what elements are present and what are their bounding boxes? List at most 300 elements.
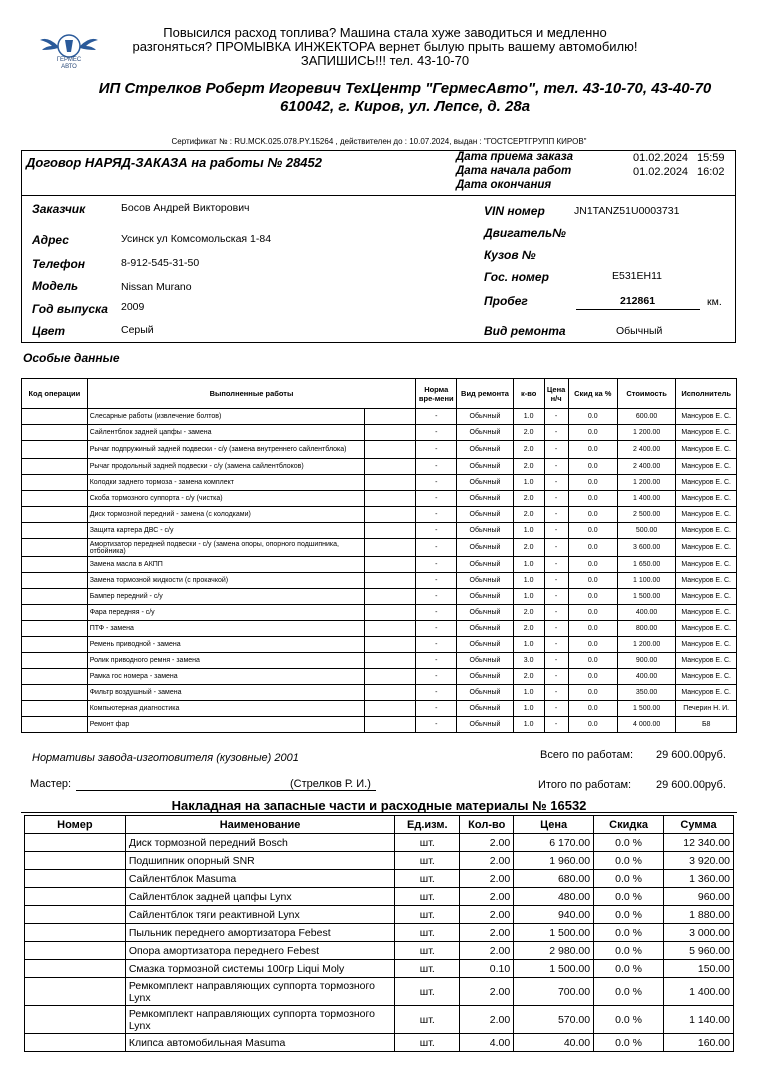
work-row <box>22 539 737 557</box>
work-name: Ролик приводного ремня - замена <box>87 653 364 669</box>
work-cost: 400.00 <box>617 605 676 621</box>
work-disc: 0.0 <box>568 475 617 491</box>
work-row <box>22 425 737 441</box>
work-row <box>22 573 737 589</box>
work-code <box>22 669 88 685</box>
work-norm: - <box>416 539 457 557</box>
work-name: Рычаг продольный задней подвески - с/у (замена сайлентблоков) <box>87 459 364 475</box>
work-executor: Мансуров Е. С. <box>676 621 737 637</box>
work-executor: Мансуров Е. С. <box>676 459 737 475</box>
work-row <box>22 475 737 491</box>
work-cost: 1 400.00 <box>617 491 676 507</box>
work-qty: 2.0 <box>513 605 544 621</box>
work-cost: 3 600.00 <box>617 539 676 557</box>
work-norm: - <box>416 459 457 475</box>
work-price: - <box>544 491 568 507</box>
part-discount: 0.0 % <box>594 960 664 978</box>
work-norm: - <box>416 523 457 539</box>
work-type: Обычный <box>457 685 513 701</box>
work-code <box>22 441 88 459</box>
part-sum: 1 400.00 <box>664 978 734 1006</box>
work-price: - <box>544 605 568 621</box>
phone-value: 8-912-545-31-50 <box>121 257 200 269</box>
work-type: Обычный <box>457 669 513 685</box>
work-disc: 0.0 <box>568 653 617 669</box>
work-norm: - <box>416 573 457 589</box>
work-qty: 2.0 <box>513 425 544 441</box>
work-executor: Мансуров Е. С. <box>676 573 737 589</box>
phone-label: Телефон <box>32 257 86 271</box>
work-norm: - <box>416 605 457 621</box>
work-name: Скоба тормозного суппорта - с/у (чистка) <box>87 491 364 507</box>
work-cost: 4 000.00 <box>617 717 676 733</box>
part-sum: 12 340.00 <box>664 834 734 852</box>
part-discount: 0.0 % <box>594 834 664 852</box>
part-name: Ремкомплект направляющих суппорта тормозного Lynx <box>125 1006 395 1034</box>
work-name: Замена масла в АКПП <box>87 557 364 573</box>
mileage-unit: км. <box>707 296 722 308</box>
work-disc: 0.0 <box>568 605 617 621</box>
work-code <box>22 459 88 475</box>
work-executor: Мансуров Е. С. <box>676 523 737 539</box>
part-sum: 3 000.00 <box>664 924 734 942</box>
itogo-label: Итого по работам: <box>538 779 632 791</box>
part-price: 480.00 <box>514 888 594 906</box>
part-sum: 1 140.00 <box>664 1006 734 1034</box>
part-price: 680.00 <box>514 870 594 888</box>
part-discount: 0.0 % <box>594 978 664 1006</box>
work-name: Компьютерная диагностика <box>87 701 364 717</box>
model-value: Nissan Murano <box>121 281 192 293</box>
work-type: Обычный <box>457 701 513 717</box>
part-sum: 1 360.00 <box>664 870 734 888</box>
work-cost: 2 400.00 <box>617 441 676 459</box>
repair-type-value: Обычный <box>616 325 663 337</box>
part-discount: 0.0 % <box>594 1034 664 1052</box>
work-price: - <box>544 459 568 475</box>
work-qty: 3.0 <box>513 653 544 669</box>
work-row <box>22 669 737 685</box>
part-sum: 160.00 <box>664 1034 734 1052</box>
part-unit: шт. <box>395 870 460 888</box>
work-norm: - <box>416 685 457 701</box>
address-value: Усинск ул Комсомольская 1-84 <box>121 233 272 245</box>
part-discount: 0.0 % <box>594 1006 664 1034</box>
work-executor: Мансуров Е. С. <box>676 557 737 573</box>
work-price: - <box>544 701 568 717</box>
work-price: - <box>544 717 568 733</box>
part-number <box>25 834 126 852</box>
work-qty: 1.0 <box>513 409 544 425</box>
plate-value: Е531ЕН11 <box>612 270 663 282</box>
part-row <box>25 888 734 906</box>
work-disc: 0.0 <box>568 491 617 507</box>
work-qty: 1.0 <box>513 589 544 605</box>
part-name: Ремкомплект направляющих суппорта тормозного Lynx <box>125 978 395 1006</box>
part-number <box>25 906 126 924</box>
part-unit: шт. <box>395 960 460 978</box>
part-number <box>25 942 126 960</box>
work-disc: 0.0 <box>568 425 617 441</box>
work-name: Замена тормозной жидкости (с прокачкой) <box>87 573 364 589</box>
part-unit: шт. <box>395 834 460 852</box>
work-code <box>22 491 88 507</box>
end-date-label: Дата окончания <box>456 179 552 191</box>
work-norm: - <box>416 507 457 523</box>
start-date-label: Дата начала работ <box>456 165 572 177</box>
work-qty: 2.0 <box>513 539 544 557</box>
part-unit: шт. <box>395 906 460 924</box>
itogo-value: 29 600.00руб. <box>656 779 726 791</box>
part-discount: 0.0 % <box>594 942 664 960</box>
customer-value: Босов Андрей Викторович <box>121 202 250 214</box>
plate-label: Гос. номер <box>484 270 549 284</box>
part-qty: 2.00 <box>460 852 514 870</box>
work-type: Обычный <box>457 637 513 653</box>
work-norm: - <box>416 717 457 733</box>
work-extra <box>364 605 415 621</box>
vin-value: JN1TANZ51U0003731 <box>574 205 680 217</box>
work-norm: - <box>416 621 457 637</box>
work-executor: Мансуров Е. С. <box>676 475 737 491</box>
work-code <box>22 589 88 605</box>
work-cost: 900.00 <box>617 653 676 669</box>
work-extra <box>364 669 415 685</box>
logo-text: ГЕРМЕС АВТО <box>56 57 82 70</box>
work-extra <box>364 573 415 589</box>
work-disc: 0.0 <box>568 539 617 557</box>
work-type: Обычный <box>457 653 513 669</box>
part-row <box>25 960 734 978</box>
part-unit: шт. <box>395 942 460 960</box>
work-name: Бампер передний - с/у <box>87 589 364 605</box>
invoice-title: Накладная на запасные части и расходные материалы № 16532 <box>171 798 587 813</box>
work-name: Рычаг подпружиный задней подвески - с/у (замена внутреннего сайлентблока) <box>87 441 364 459</box>
work-price: - <box>544 653 568 669</box>
work-price: - <box>544 685 568 701</box>
total-works-label: Всего по работам: <box>540 749 634 761</box>
work-code <box>22 425 88 441</box>
work-executor: Мансуров Е. С. <box>676 653 737 669</box>
work-type: Обычный <box>457 557 513 573</box>
col-price: Цена <box>514 816 594 834</box>
work-type: Обычный <box>457 409 513 425</box>
model-label: Модель <box>32 279 79 293</box>
part-name: Сайлентблок Masuma <box>125 870 395 888</box>
work-executor: Мансуров Е. С. <box>676 539 737 557</box>
part-price: 1 500.00 <box>514 924 594 942</box>
work-extra <box>364 589 415 605</box>
work-extra <box>364 621 415 637</box>
parts-header-row <box>25 816 734 834</box>
work-norm: - <box>416 669 457 685</box>
work-norm: - <box>416 637 457 653</box>
work-code <box>22 605 88 621</box>
work-norm: - <box>416 475 457 491</box>
part-name: Клипса автомобильная Masuma <box>125 1034 395 1052</box>
part-discount: 0.0 % <box>594 924 664 942</box>
work-price: - <box>544 539 568 557</box>
part-price: 40.00 <box>514 1034 594 1052</box>
part-price: 1 960.00 <box>514 852 594 870</box>
work-type: Обычный <box>457 621 513 637</box>
work-price: - <box>544 507 568 523</box>
engine-label: Двигатель№ <box>484 226 566 240</box>
work-cost: 1 200.00 <box>617 475 676 491</box>
work-type: Обычный <box>457 425 513 441</box>
color-label: Цвет <box>32 324 66 338</box>
master-signature-line <box>76 790 376 791</box>
work-row <box>22 637 737 653</box>
work-type: Обычный <box>457 539 513 557</box>
work-name: Слесарные работы (извлечение болтов) <box>87 409 364 425</box>
part-row <box>25 924 734 942</box>
works-table <box>21 378 737 733</box>
work-price: - <box>544 409 568 425</box>
accept-date: 01.02.2024 <box>633 152 689 164</box>
work-executor: Б8 <box>676 717 737 733</box>
work-code <box>22 653 88 669</box>
part-unit: шт. <box>395 1034 460 1052</box>
part-number <box>25 978 126 1006</box>
col-sum: Сумма <box>664 816 734 834</box>
part-price: 700.00 <box>514 978 594 1006</box>
work-cost: 800.00 <box>617 621 676 637</box>
work-norm: - <box>416 653 457 669</box>
order-box <box>21 150 736 343</box>
work-disc: 0.0 <box>568 573 617 589</box>
work-row <box>22 507 737 523</box>
part-row <box>25 852 734 870</box>
work-cost: 600.00 <box>617 409 676 425</box>
part-number <box>25 1034 126 1052</box>
work-extra <box>364 685 415 701</box>
work-code <box>22 637 88 653</box>
part-row <box>25 906 734 924</box>
work-type: Обычный <box>457 459 513 475</box>
work-executor: Мансуров Е. С. <box>676 685 737 701</box>
part-row <box>25 870 734 888</box>
part-sum: 150.00 <box>664 960 734 978</box>
part-price: 2 980.00 <box>514 942 594 960</box>
part-qty: 2.00 <box>460 924 514 942</box>
part-row <box>25 834 734 852</box>
work-cost: 1 650.00 <box>617 557 676 573</box>
col-unit: Ед.изм. <box>395 816 460 834</box>
work-row <box>22 523 737 539</box>
work-qty: 1.0 <box>513 717 544 733</box>
work-cost: 1 100.00 <box>617 573 676 589</box>
work-name: Ремень приводной - замена <box>87 637 364 653</box>
repair-type-label: Вид ремонта <box>484 324 566 338</box>
work-qty: 1.0 <box>513 523 544 539</box>
work-qty: 1.0 <box>513 685 544 701</box>
work-norm: - <box>416 589 457 605</box>
vin-label: VIN номер <box>484 204 545 218</box>
work-extra <box>364 523 415 539</box>
part-number <box>25 924 126 942</box>
work-code <box>22 409 88 425</box>
work-price: - <box>544 523 568 539</box>
work-price: - <box>544 557 568 573</box>
work-disc: 0.0 <box>568 441 617 459</box>
part-unit: шт. <box>395 852 460 870</box>
master-label: Мастер: <box>30 778 72 790</box>
work-price: - <box>544 637 568 653</box>
col-norm: Норма вре-мени <box>416 379 457 409</box>
work-norm: - <box>416 425 457 441</box>
part-number <box>25 888 126 906</box>
part-sum: 5 960.00 <box>664 942 734 960</box>
part-sum: 3 920.00 <box>664 852 734 870</box>
part-qty: 2.00 <box>460 1006 514 1034</box>
part-qty: 2.00 <box>460 978 514 1006</box>
work-disc: 0.0 <box>568 507 617 523</box>
part-price: 1 500.00 <box>514 960 594 978</box>
col-cost: Стоимость <box>617 379 676 409</box>
work-extra <box>364 701 415 717</box>
work-cost: 2 500.00 <box>617 507 676 523</box>
part-name: Пыльник переднего амортизатора Febest <box>125 924 395 942</box>
work-price: - <box>544 475 568 491</box>
work-extra <box>364 409 415 425</box>
work-disc: 0.0 <box>568 701 617 717</box>
work-type: Обычный <box>457 523 513 539</box>
col-qty: к-во <box>513 379 544 409</box>
work-cost: 1 200.00 <box>617 637 676 653</box>
work-code <box>22 475 88 491</box>
col-disc: Скид ка % <box>568 379 617 409</box>
mileage-label: Пробег <box>484 294 528 308</box>
work-row <box>22 491 737 507</box>
work-qty: 1.0 <box>513 573 544 589</box>
work-row <box>22 589 737 605</box>
work-row <box>22 621 737 637</box>
work-norm: - <box>416 557 457 573</box>
work-code <box>22 717 88 733</box>
work-qty: 1.0 <box>513 557 544 573</box>
work-row <box>22 685 737 701</box>
work-extra <box>364 557 415 573</box>
work-executor: Мансуров Е. С. <box>676 425 737 441</box>
part-sum: 960.00 <box>664 888 734 906</box>
work-extra <box>364 539 415 557</box>
work-code <box>22 507 88 523</box>
part-unit: шт. <box>395 978 460 1006</box>
part-discount: 0.0 % <box>594 888 664 906</box>
work-extra <box>364 475 415 491</box>
part-name: Диск тормозной передний Bosch <box>125 834 395 852</box>
work-type: Обычный <box>457 507 513 523</box>
customer-label: Заказчик <box>32 202 86 216</box>
work-price: - <box>544 589 568 605</box>
work-cost: 400.00 <box>617 669 676 685</box>
work-code <box>22 539 88 557</box>
part-discount: 0.0 % <box>594 870 664 888</box>
work-qty: 2.0 <box>513 459 544 475</box>
work-row <box>22 605 737 621</box>
ad-text: Повысился расход топлива? Машина стала хуже заводиться и медленно разгоняться? ПРОМЫВКА ИНЖЕКТОРА вернет былую прыть вашему автомобилю! ЗАПИШИСЬ!!! тел. 43-10-70 <box>132 25 638 68</box>
work-price: - <box>544 573 568 589</box>
address-label: Адрес <box>32 233 69 247</box>
work-type: Обычный <box>457 441 513 459</box>
work-cost: 1 200.00 <box>617 425 676 441</box>
work-disc: 0.0 <box>568 589 617 605</box>
work-row <box>22 701 737 717</box>
work-cost: 500.00 <box>617 523 676 539</box>
work-executor: Мансуров Е. С. <box>676 605 737 621</box>
work-row <box>22 459 737 475</box>
part-qty: 2.00 <box>460 942 514 960</box>
work-norm: - <box>416 441 457 459</box>
work-extra <box>364 653 415 669</box>
part-qty: 2.00 <box>460 888 514 906</box>
part-qty: 2.00 <box>460 906 514 924</box>
certificate-line: Сертификат № : RU.MCK.025.078.PY.15264 , действителен до : 10.07.2024, выдан : "ГОСТСЕРТГРУПП КИРОВ" <box>171 137 587 146</box>
color-value: Серый <box>121 324 154 336</box>
work-name: Колодки заднего тормоза - замена комплект <box>87 475 364 491</box>
work-row <box>22 409 737 425</box>
work-type: Обычный <box>457 717 513 733</box>
work-price: - <box>544 621 568 637</box>
work-norm: - <box>416 701 457 717</box>
part-price: 570.00 <box>514 1006 594 1034</box>
work-extra <box>364 441 415 459</box>
work-type: Обычный <box>457 605 513 621</box>
work-code <box>22 557 88 573</box>
part-number <box>25 870 126 888</box>
invoice-title-line <box>21 812 737 813</box>
col-number: Номер <box>25 816 126 834</box>
work-executor: Мансуров Е. С. <box>676 507 737 523</box>
col-name: Наименование <box>125 816 395 834</box>
work-extra <box>364 717 415 733</box>
part-qty: 2.00 <box>460 834 514 852</box>
col-discount: Скидка <box>594 816 664 834</box>
work-executor: Мансуров Е. С. <box>676 669 737 685</box>
work-executor: Печерин Н. И. <box>676 701 737 717</box>
col-code: Код операции <box>22 379 88 409</box>
work-extra <box>364 425 415 441</box>
work-qty: 2.0 <box>513 669 544 685</box>
work-disc: 0.0 <box>568 637 617 653</box>
col-type: Вид ремонта <box>457 379 513 409</box>
works-header-row <box>22 379 737 409</box>
work-executor: Мансуров Е. С. <box>676 441 737 459</box>
work-type: Обычный <box>457 475 513 491</box>
work-code <box>22 523 88 539</box>
work-extra <box>364 491 415 507</box>
part-name: Опора амортизатора переднего Febest <box>125 942 395 960</box>
part-number <box>25 1006 126 1034</box>
part-name: Смазка тормозной системы 100гр Liqui Moly <box>125 960 395 978</box>
work-qty: 2.0 <box>513 441 544 459</box>
work-cost: 1 500.00 <box>617 701 676 717</box>
accept-time: 15:59 <box>697 152 725 164</box>
company-header: ИП Стрелков Роберт Игоревич ТехЦентр "ГермесАвто", тел. 43-10-70, 43-40-70 610042, г. Киров, ул. Лепсе, д. 28а <box>98 80 712 115</box>
part-name: Сайлентблок задней цапфы Lynx <box>125 888 395 906</box>
part-unit: шт. <box>395 888 460 906</box>
work-cost: 1 500.00 <box>617 589 676 605</box>
work-name: Сайлентблок задней цапфы - замена <box>87 425 364 441</box>
work-name: Диск тормозной передний - замена (с колодками) <box>87 507 364 523</box>
work-code <box>22 685 88 701</box>
work-qty: 1.0 <box>513 475 544 491</box>
work-norm: - <box>416 409 457 425</box>
work-disc: 0.0 <box>568 685 617 701</box>
work-executor: Мансуров Е. С. <box>676 637 737 653</box>
work-name: Амортизатор передней подвески - с/у (замена опоры, опорного подшипника, отбойника) <box>87 539 364 557</box>
